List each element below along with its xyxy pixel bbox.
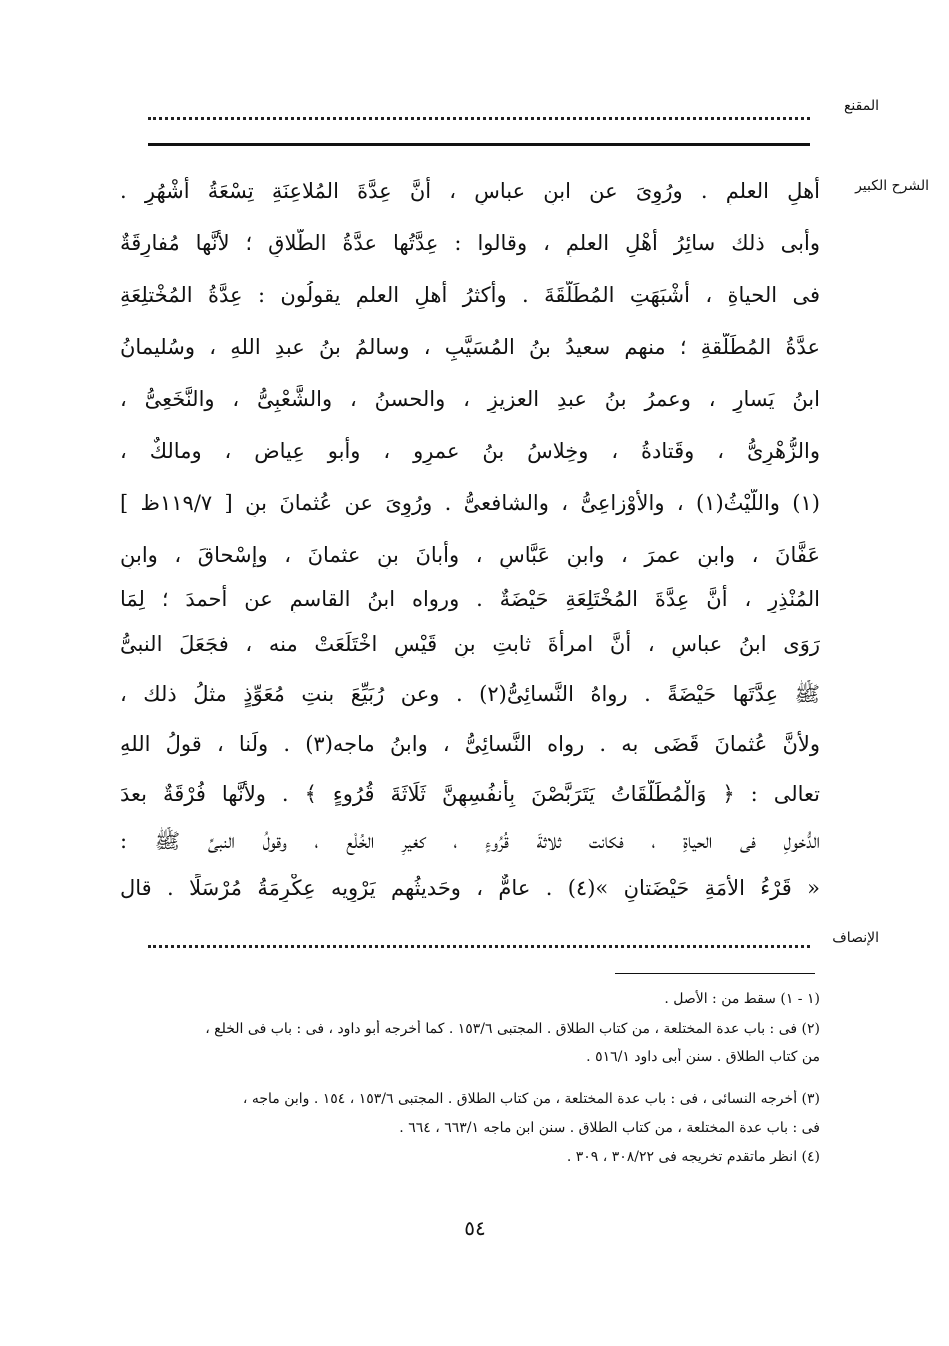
main-line: « قَرْءُ الأَمَةِ حَيْضَتانِ »(٤) . عامٌّ ، وحَديثُهم يَرْوِيه عِكْرِمَةُ مُرْسَلًا . قال [120,876,820,900]
main-line: رَوَى ابنُ عباسٍ ، أنَّ امرأةَ ثابتِ بنِ قَيْسٍ اخْتَلَعَتْ منه ، فجَعَلَ النبىُّ [120,632,820,656]
main-line: ولأنَّ عُثمانَ قَضَى به . رواه النَّسائِىُّ ، وابنُ ماجه(٣) . ولَنا ، قولُ اللهِ [120,732,820,756]
footnote: فى : باب عدة المختلعة ، من كتاب الطلاق . سنن ابن ماجه ٦٦٣/١ ، ٦٦٤ . [399,1120,820,1136]
insaf-label: الإنصاف [832,930,879,946]
main-line: المُنْذِرِ ، أنَّ عِدَّةَ المُخْتَلِعَةِ حَيْضَةٌ . ورواه ابنُ القاسمِ عن أحمدَ ؛ لِمَا [120,587,820,611]
page-number: ٥٤ [464,1216,486,1240]
commentary-label-sharh-kabir: الشرح الكبير [855,178,929,194]
main-line: فى الحياةِ ، أشْبَهَتِ المُطَلَّقَةَ . وأكثرُ أهلِ العلمِ يقولُون : عِدَّةُ المُخْتلِعَةِ [120,283,820,307]
footnote: (٢) فى : باب عدة المختلعة ، من كتاب الطلاق . المجتبى ١٥٣/٦ . كما أخرجه أبو داود ، فى : باب فى الخلع ، [205,1021,820,1037]
main-line: وأبى ذلك سائِرُ أهْلِ العلمِ ، وقالوا : عِدَّتُها عدَّةُ الطَّلاقِ ؛ لأنَّها مُفارِقَةٌ [120,231,820,255]
insaf-dotted-divider [148,945,810,948]
main-line: تعالى : ﴿ وَالْمُطَلَّقَاتُ يَتَرَبَّصْنَ بِأَنفُسِهِنَّ ثَلَاثَةَ قُرُوءٍ ﴾ . ولأنَّها فُرْقَةٌ بعدَ [120,782,820,806]
main-line: الدُّخولِ فى الحياةِ ، فكانت ثلاثةَ قُرُوءٍ ، كغيرِ الخُلْعِ ، وقولُ النبىِّ ﷺ : [120,829,820,853]
footnote: (٣) أخرجه النسائى ، فى : باب عدة المختلعة ، من كتاب الطلاق . المجتبى ١٥٣/٦ ، ١٥٤ . وابن ماجه ، [242,1091,820,1107]
footnote: (٤) انظر ماتقدم تخريجه فى ٣٠٨/٢٢ ، ٣٠٩ . [566,1149,820,1165]
main-line: (١) واللَّيْثُ(١) ، والأوْزاعِىُّ ، والشافعىُّ . ورُوِىَ عن عُثمانَ بنِ [ ١١٩/٧ظ ] [120,491,820,515]
footnote: (١ - ١) سقط من : الأصل . [664,991,820,1007]
footnote: من كتاب الطلاق . سنن أبى داود ٥١٦/١ . [586,1049,820,1065]
muqni-dotted-divider [148,117,810,120]
book-label-muqni: المقنع [843,98,879,114]
top-rule [148,143,810,146]
main-line: والزُّهْرِىُّ ، وقَتادةُ ، وخِلاسُ بنُ عمرٍو ، وأبو عِياضٍ ، ومالكٌ ، [120,439,820,463]
main-line: أهلِ العلمِ . ورُوِىَ عن ابنِ عباسٍ ، أنَّ عِدَّةَ المُلاعِنَةِ تِسْعَةُ أشْهُرٍ . [120,179,820,203]
main-line: عدَّةُ المُطَلَّقةِ ؛ منهم سعيدُ بنُ المُسَيَّبِ ، وسالمُ بنُ عبدِ اللهِ ، وسُليمانُ [120,335,820,359]
main-line: ﷺ عِدَّتَها حَيْضَةً . رواهُ النَّسائِىُّ(٢) . وعن رُبَيِّعَ بنتِ مُعَوِّذٍ مثلُ ذلك ، [120,682,820,706]
main-line: عَفَّانَ ، وابنِ عمرَ ، وابنِ عَبَّاسٍ ، وأبانَ بنِ عثمانَ ، وإسْحاقَ ، وابنِ [120,543,820,567]
main-line: ابنُ يَسارٍ ، وعمرُ بنُ عبدِ العزيزِ ، والحسنُ ، والشَّعْبِىُّ ، والنَّخَعِىُّ ، [120,387,820,411]
footnote-separator [615,973,815,974]
